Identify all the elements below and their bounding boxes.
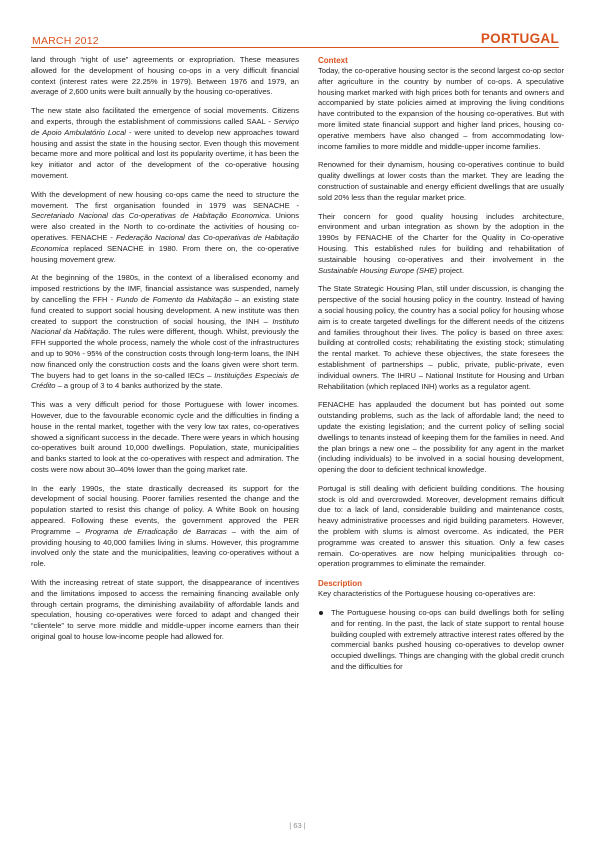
paragraph: Renowned for their dynamism, housing co-operatives continue to build quality dwellings at lower costs than the market. They are leading the construction of sustainable and energy efficient dwellings that are usually sold 20% less than the regular market price. <box>318 160 564 202</box>
paragraph: The new state also facilitated the emergence of social movements. Citizens and experts, through the establishment of commissions called SAAL - Serviço de Apoio Ambulatório Local - were united to develop new approaches toward housing and assist the state in the housing sector. Even though this movement became more and more political and lost its popularity overtime, it has been the key initiator and actor of the development of the co-operative housing movement. <box>31 106 299 180</box>
list-item: The Portuguese housing co-ops can build dwellings both for selling and for renting. In the past, the lack of state support to rental house building coupled with extremely attractive interest rates offered by the commercial banks pushed housing co-operatives to develop owner occupied dwellings. Things are changing with the global credit crunch and the difficulties for <box>318 608 564 673</box>
paragraph: At the beginning of the 1980s, in the context of a liberalised economy and imposed restrictions by the IMF, financial assistance was suspended, namely by cancelling the FFH - Fundo de Fomento da Habitação – an existing state fund created to support social housing development. A new institute was then created to support the construction of social housing, the INH – Instituto Nacional da Habitação. The rules were different, though. Whilst, previously the FFH supported the whole process, namely the whole cost of the infrastructures and up to 90% - 95% of the construction costs through long-term loans, the INH now financed only the construction costs and the loans given were short term. The buyers had to get loans in the so-called IECs – Instituições Especiais de Crédito – a group of 3 to 4 banks authorized by the state. <box>31 273 300 391</box>
paragraph: Their concern for good quality housing includes architecture, environment and urban integration as shown by the adoption in the 1990s by FENACHE of the Charter for the Quality in Co-operative Housing. This established rules for building and rehabilitation of sustainable housing co-operatives and their involvement in the Sustainable Housing Europe (SHE) project. <box>318 211 564 275</box>
section-heading-description: Description <box>318 579 363 589</box>
paragraph: The State Strategic Housing Plan, still under discussion, is changing the perspective of the social housing policy in the country. Instead of having a social housing policy, the country has a social policy for housing whose aim is to create targeted dwellings for the different needs of the citizens and families throughout their lives. The policy is based on three axes: building at controlled costs; rehabilitating the existing stock; stimulating the rental market. To achieve these objectives, the state foresees the establishment of partnerships – public, private, public-private, even individual owners. The IHRU – National Institute for Housing and Urban Rehabilitation (which replaced INH) works as a regulator agent. <box>318 284 564 391</box>
paragraph: In the early 1990s, the state drastically decreased its support for the development of social housing. Poorer families resented the change and the population started to resist this change of policy. A White Book on housing appeared. Following these events, the government approved the PER Programme – Programa de Erradicação de Barracas – with the aim of providing housing to 40,000 families living in slums. However, this programme involved only the state and the municipalities, leaving co-operatives without a role. <box>31 483 299 569</box>
right-column <box>318 55 564 673</box>
bullet-list <box>318 608 564 673</box>
section-heading-context: Context <box>318 56 348 65</box>
left-column <box>31 55 299 651</box>
paragraph: Portugal is still dealing with deficient building conditions. The housing stock is old and overcrowded. Moreover, development remains difficult due to: a lack of land, considerable building and maintenance costs, heavy administrative processes and rigid building parameters. However, the problem with slums is almost overcome. As indicated, the PER programme was created to answer this situation. Only a few cases remain. Co-operatives are now helping municipalities through co-operation programmes to eliminate the remainder. <box>318 483 564 569</box>
paragraph: With the development of new housing co-ops came the need to structure the movement. The first organisation founded in 1979 was SENACHE - Secretariado Nacional das Co-operativas de Habitação Economica. Unions were also created in the North to co-ordinate the activities of housing co-operatives. FENACHE - Federação Nacional das Co-operativas de Habitação Economica replaced SENACHE in 1980. From there on, the co-operative housing movement grew. <box>31 189 300 264</box>
paragraph: FENACHE has applauded the document but has pointed out some outstanding problems, such as the lack of affordable land; the need to update the existing legislation; and the current policy of selling social dwellings to tenants instead of keeping them for the families in need. And the plan brings a new one – the possibility for any agent in the market (including individuals) to be involved in a social housing development, opening the door to deficient technical knowledge. <box>318 400 564 475</box>
paragraph: This was a very difficult period for those Portuguese with lower incomes. However, due to the favourable economic cycle and the difficulties in finding a house in the rental market, together with the very low tax rates, co-operatives showed a significant success in the decade. There were years in which housing co-operatives built around 10,000 dwellings. Population, state, municipalities and banks started to look at the co-operatives with respect and admiration. The costs were now about 30–40% lower than the going market rate. <box>31 400 299 474</box>
paragraph: Today, the co-operative housing sector is the second largest co-op sector after agriculture in the country by number of co-ops. A speculative housing market marked with high prices both for tenants and owners and accompanied by state policies aimed at improving the living conditions have contributed to the expansion of the housing co-operatives. But with more limited state financial support and higher land prices, housing co-operative members have also changed – from accommodating low-income families to more middle and middle-upper income families. <box>318 66 564 151</box>
header-country: PORTUGAL <box>480 31 559 46</box>
header-rule <box>31 47 559 48</box>
header-date: MARCH 2012 <box>32 35 99 47</box>
paragraph: Key characteristics of the Portuguese housing co-operatives are: <box>318 589 536 599</box>
paragraph: With the increasing retreat of state support, the disappearance of incentives and the limitations imposed to access the remaining financing available only through certain programs, the diminishing availability of affordable lands and speculation, housing co-operatives were forced to adapt and changed their “clientele” to serve more middle and middle-upper income earners than their original goal to house low-income people had allowed for. <box>31 578 299 642</box>
bullet-icon <box>319 611 323 615</box>
page-number: | 63 | <box>289 821 306 830</box>
paragraph: land through “right of use” agreements or expropriation. These measures allowed for the development of housing co-ops in a very difficult financial context (interest rates were 22.25% in 1979). Between 1976 and 1979, an average of 2,600 units were built annually by the housing co-operatives. <box>31 55 299 97</box>
